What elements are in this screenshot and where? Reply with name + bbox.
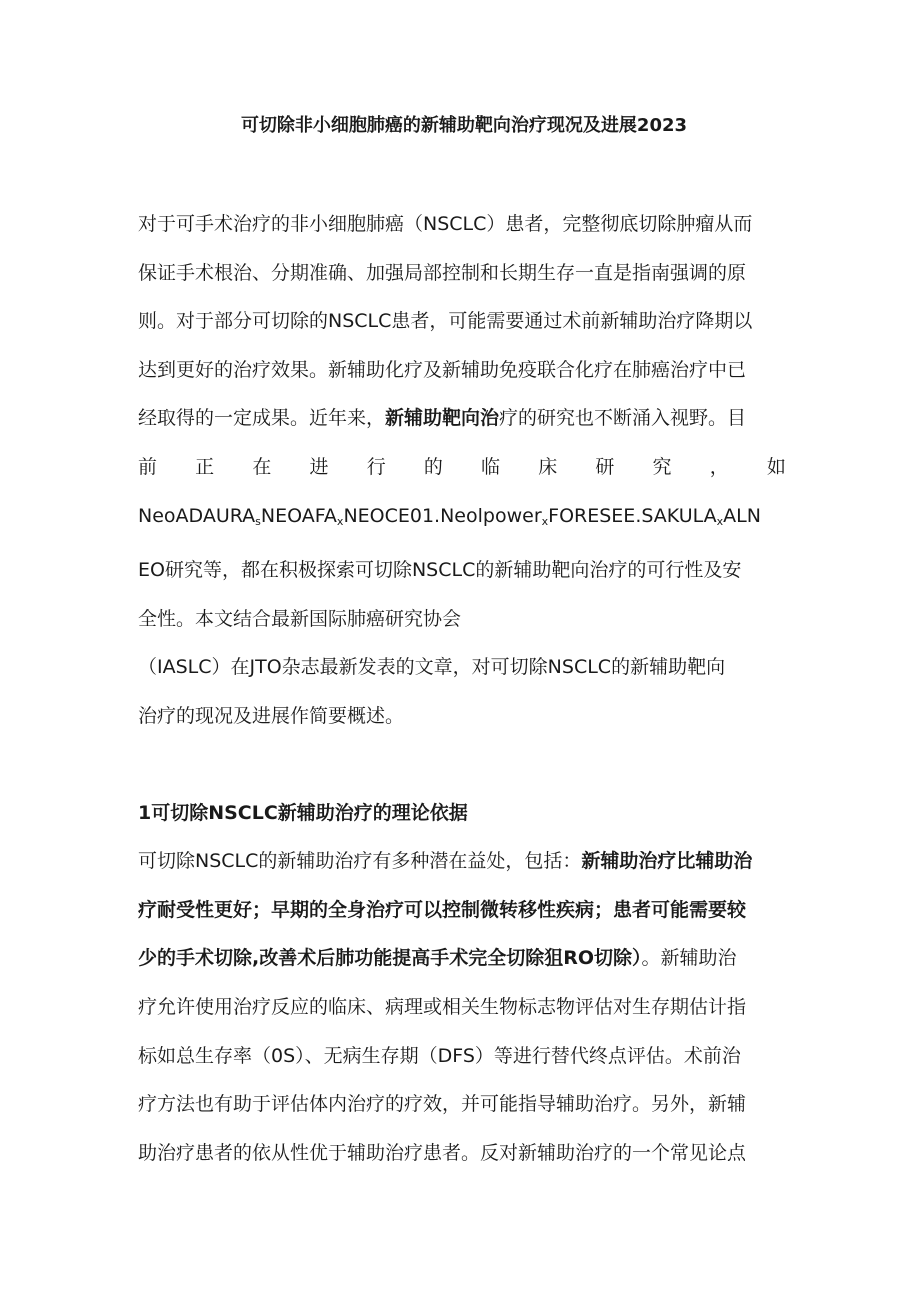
char: 临 [481,455,501,478]
text-line: （IASLC）在JTO杂志最新发表的文章，对可切除NSCLC的新辅助靶向 [138,656,726,679]
text-line: EO研究等，都在积极探索可切除NSCLC的新辅助靶向治疗的可行性及安 [138,559,742,582]
text-run: 。新辅助治 [641,947,737,970]
trial-name: ALN [723,504,761,527]
text-line: 达到更好的治疗效果。新辅助化疗及新辅助免疫联合化疗在肺癌治疗中已 [138,358,747,381]
text-run: 可切除NSCLC的新辅助治疗有多种潜在益处，包括： [138,850,582,873]
document-title: 可切除非小细胞肺癌的新辅助靶向治疗现况及进展2023 [240,115,688,136]
char: 研 [595,455,615,478]
subscript: s [255,514,261,528]
text-line: 对于可手术治疗的非小细胞肺癌（NSCLC）患者，完整彻底切除肿瘤从而 [138,213,753,235]
char: 的 [423,455,443,478]
bold-text-run: 新辅助治疗比辅助治 [581,850,753,873]
text-run: 经取得的一定成果。近年来， [138,407,386,430]
section1-paragraph [138,837,786,1177]
trial-name: NEOAFA [260,504,337,527]
trial-name: NEOCE01.Neolpower [343,504,542,527]
subscript: x [716,514,724,528]
char: 前 [138,455,158,478]
char: 床 [538,455,558,478]
char: 正 [195,455,215,478]
text-line: 疗允许使用治疗反应的临床、病理或相关生物标志物评估对生存期估计指 [138,995,747,1018]
trial-name: FORESEE.SAKULA [548,504,717,527]
char: 在 [252,455,272,478]
intro-paragraph [138,200,786,741]
char: ， [709,455,729,478]
char: 进 [309,455,329,478]
subscript: x [541,514,549,528]
text-line: 全性。本文结合最新国际肺癌研究协会 [138,607,462,630]
bold-text-run: 新辅助靶向治 [385,407,500,430]
text-line: 疗方法也有助于评估体内治疗的疗效，并可能指导辅助治疗。另外，新辅 [138,1093,747,1116]
text-line: 治疗的现况及进展作简要概述。 [138,704,405,727]
section-heading: 1可切除NSCLC新辅助治疗的理论依据 [138,801,468,824]
text-line [138,837,786,886]
text-line: 保证手术根治、分期准确、加强局部控制和长期生存一直是指南强调的原 [138,261,747,284]
trial-name: NeoADAURA [138,504,256,527]
char: 行 [366,455,386,478]
char: 究 [652,455,672,478]
subscript: x [336,514,344,528]
char: 如 [766,455,786,478]
bold-text-run: 疗耐受性更好；早期的全身治疗可以控制微转移性疾病；患者可能需要较 [138,898,747,921]
text-line: 助治疗患者的依从性优于辅助治疗患者。反对新辅助治疗的一个常见论点 [138,1141,747,1164]
justified-text-line [138,443,786,492]
text-line [138,934,786,983]
text-run: 疗的研究也不断涌入视野。目 [499,407,747,430]
text-line: 则。对于部分可切除的NSCLC患者，可能需要通过术前新辅助治疗降期以 [138,310,753,333]
paragraph-gap [138,741,786,789]
text-line [138,394,786,443]
text-line: 标如总生存率（0S）、无病生存期（DFS）等进行替代终点评估。术前治 [138,1044,741,1067]
trial-names-line [138,492,786,547]
text-line [138,886,786,935]
bold-text-run: 少的手术切除,改善术后肺功能提高手术完全切除狙RO切除） [138,947,642,970]
